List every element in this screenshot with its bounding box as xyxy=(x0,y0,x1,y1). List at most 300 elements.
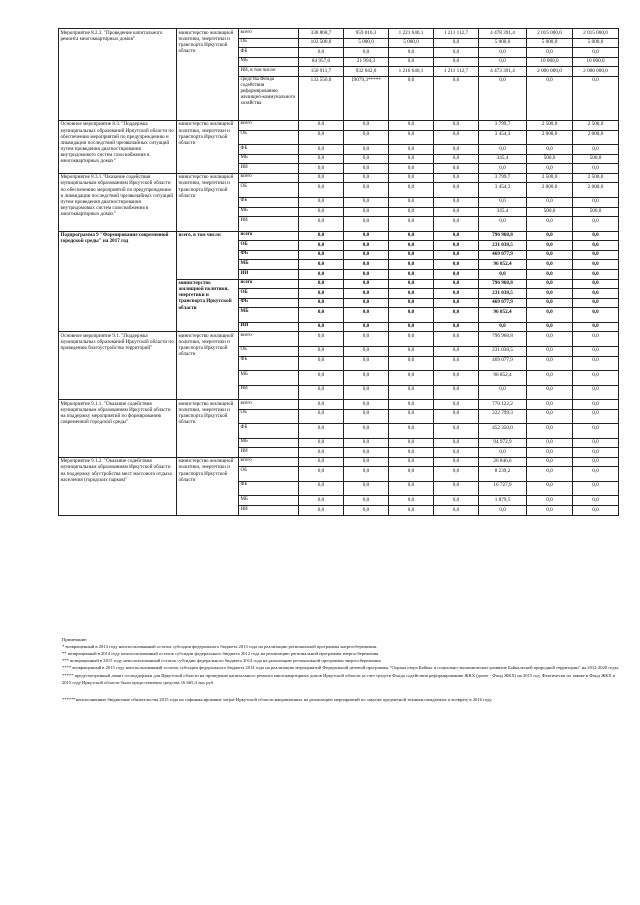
amount-cell: 0,0 xyxy=(389,385,434,400)
amount-cell: 0,0 xyxy=(434,260,479,270)
amount-cell: 0,0 xyxy=(434,409,479,424)
amount-cell: 0,0 xyxy=(299,241,344,251)
amount-cell: 0,0 xyxy=(527,289,573,299)
amount-cell: 0,0 xyxy=(573,371,619,386)
amount-cell: 0,0 xyxy=(573,467,619,482)
table-row xyxy=(59,231,619,241)
executor: министерство жилищной политики, энергетики и транспорта Иркутской области xyxy=(177,173,239,231)
amount-cell: 345,4 xyxy=(479,207,527,217)
executor: министерство жилищной политики, энергетики и транспорта Иркутской области xyxy=(177,29,239,121)
amount-cell: 0,0 xyxy=(527,332,573,347)
executor: всего, в том числе: xyxy=(177,231,239,279)
amount-cell: 0,0 xyxy=(389,506,434,516)
amount-cell: 0,0 xyxy=(344,298,389,308)
amount-cell: 0,0 xyxy=(299,231,344,241)
amount-cell: 500,0 xyxy=(527,154,573,164)
funding-source: всего xyxy=(239,400,299,410)
amount-cell: 0,0 xyxy=(434,400,479,410)
amount-cell: 0,0 xyxy=(344,481,389,496)
amount-cell: 0,0 xyxy=(299,48,344,58)
amount-cell: 0,0 xyxy=(573,308,619,323)
amount-cell: 3 454,3 xyxy=(479,130,527,145)
amount-cell: 0,0 xyxy=(434,241,479,251)
amount-cell: 0,0 xyxy=(573,385,619,400)
amount-cell: 0,0 xyxy=(344,506,389,516)
amount-cell: 0,0 xyxy=(389,438,434,448)
funding-source: ИИ xyxy=(239,217,299,232)
amount-cell: 0,0 xyxy=(527,438,573,448)
amount-cell: 0,0 xyxy=(299,298,344,308)
amount-cell: 0,0 xyxy=(434,231,479,241)
amount-cell: 0,0 xyxy=(527,409,573,424)
amount-cell: 0,0 xyxy=(527,260,573,270)
amount-cell: 500,0 xyxy=(573,154,619,164)
funding-source: ИИ, в том числе: xyxy=(239,67,299,77)
amount-cell: 133 556,0 xyxy=(299,76,344,120)
amount-cell: 0,0 xyxy=(434,448,479,458)
amount-cell: 0,0 xyxy=(389,400,434,410)
amount-cell: 0,0 xyxy=(389,371,434,386)
amount-cell: 0,0 xyxy=(573,409,619,424)
amount-cell: 500,0 xyxy=(527,207,573,217)
note-6: ******неисполненные бюджетные обязательства 2015 года на софинансирование затрат Иркутской области,направленных на реализацию мероприятий по закупке предметной техники,ожидаемых к возврату в 2016 году. xyxy=(62,696,493,702)
amount-cell: 0,0 xyxy=(389,173,434,183)
amount-cell: 0,0 xyxy=(299,145,344,155)
amount-cell: 0,0 xyxy=(344,145,389,155)
funding-source: ИИ xyxy=(239,506,299,516)
amount-cell: 0,0 xyxy=(344,217,389,232)
funding-source: всего xyxy=(239,279,299,289)
amount-cell: 0,0 xyxy=(573,448,619,458)
amount-cell: 0,0 xyxy=(389,154,434,164)
funding-source: МБ xyxy=(239,207,299,217)
amount-cell: 0,0 xyxy=(344,241,389,251)
measure-name: Мероприятие 8.2.3. "Проведение капитального ремонта многоквартирных домов" xyxy=(59,29,177,121)
amount-cell: 0,0 xyxy=(299,164,344,174)
amount-cell: 0,0 xyxy=(344,154,389,164)
note-5: ***** предусмотренный лимит господдержки для Иркутской области на проведение капитального ремонта многоквартирных домов Иркутской области за счет средств Фонда содействия реформированию ЖКХ (далее - Фонд ЖКХ) на 2015 год. Фактически по заявке в Фонд ЖКХ в 2015 году Иркутской области были предоставлены средства 16 665,4 тыс.руб. xyxy=(62,672,615,685)
amount-cell: 0,0 xyxy=(527,481,573,496)
amount-cell: 0,0 xyxy=(573,164,619,174)
amount-cell: 0,0 xyxy=(573,241,619,251)
funding-source: всего xyxy=(239,231,299,241)
amount-cell: 796 968,8 xyxy=(479,279,527,289)
amount-cell: 0,0 xyxy=(434,467,479,482)
amount-cell: 0,0 xyxy=(479,385,527,400)
amount-cell: 0,0 xyxy=(299,438,344,448)
amount-cell: 0,0 xyxy=(573,231,619,241)
amount-cell: 96 852,4 xyxy=(479,308,527,323)
funding-source: МБ xyxy=(239,154,299,164)
amount-cell: 0,0 xyxy=(299,346,344,356)
amount-cell: 0,0 xyxy=(527,424,573,439)
amount-cell: 0,0 xyxy=(527,76,573,120)
amount-cell: 0,0 xyxy=(573,250,619,260)
amount-cell: 0,0 xyxy=(434,48,479,58)
amount-cell: 0,0 xyxy=(527,270,573,280)
amount-cell: 0,0 xyxy=(434,197,479,207)
budget-sheet xyxy=(58,28,618,516)
measure-name: Мероприятие 9.1.1. "Оказание содействия муниципальным образованиям Иркутской области на поддержку мероприятий по формированию современной городской среды" xyxy=(59,400,177,458)
table-body xyxy=(59,29,619,516)
amount-cell: 0,0 xyxy=(344,279,389,289)
amount-cell: 0,0 xyxy=(479,48,527,58)
amount-cell: 0,0 xyxy=(573,48,619,58)
amount-cell: 5 000,0 xyxy=(527,38,573,48)
funding-source: ИИ xyxy=(239,448,299,458)
amount-cell: 2 500,0 xyxy=(527,120,573,130)
amount-cell: 0,0 xyxy=(479,57,527,67)
amount-cell: 0,0 xyxy=(527,48,573,58)
amount-cell: 0,0 xyxy=(527,356,573,371)
amount-cell: 0,0 xyxy=(344,289,389,299)
amount-cell: 0,0 xyxy=(389,145,434,155)
funding-source: всего xyxy=(239,29,299,39)
amount-cell: 0,0 xyxy=(434,164,479,174)
amount-cell: 0,0 xyxy=(434,332,479,347)
amount-cell: 0,0 xyxy=(573,481,619,496)
note-1: * возвращенный в 2014 году неиспользованный остаток субсидии федерального бюджета 2013 года на реализацию региональной программы энергосбережения. xyxy=(62,644,378,650)
amount-cell: 0,0 xyxy=(527,322,573,332)
amount-cell: 0,0 xyxy=(344,164,389,174)
amount-cell: 0,0 xyxy=(434,298,479,308)
amount-cell: 0,0 xyxy=(527,279,573,289)
funding-source: МБ xyxy=(239,260,299,270)
funding-source: МБ xyxy=(239,496,299,506)
amount-cell: 0,0 xyxy=(573,322,619,332)
amount-cell: 0,0 xyxy=(389,356,434,371)
amount-cell: 0,0 xyxy=(434,457,479,467)
amount-cell: 0,0 xyxy=(344,322,389,332)
amount-cell: 231 038,5 xyxy=(479,346,527,356)
amount-cell: 0,0 xyxy=(573,217,619,232)
table-row xyxy=(59,173,619,183)
amount-cell: 0,0 xyxy=(434,120,479,130)
amount-cell: 0,0 xyxy=(344,250,389,260)
funding-source: ОБ xyxy=(239,409,299,424)
funding-source: ФБ xyxy=(239,48,299,58)
amount-cell: 0,0 xyxy=(299,481,344,496)
amount-cell: 231 038,5 xyxy=(479,289,527,299)
amount-cell: 0,0 xyxy=(434,346,479,356)
amount-cell: 0,0 xyxy=(434,76,479,120)
amount-cell: 0,0 xyxy=(434,496,479,506)
amount-cell: 0,0 xyxy=(344,385,389,400)
amount-cell: 10 000,0 xyxy=(573,57,619,67)
amount-cell: 0,0 xyxy=(299,356,344,371)
amount-cell: 0,0 xyxy=(299,197,344,207)
amount-cell: 0,0 xyxy=(573,457,619,467)
amount-cell: 0,0 xyxy=(434,154,479,164)
measure-name: Основное мероприятие 8.3. "Поддержка муниципальных образований Иркутской области по обеспечению мероприятий по предупреждению и ликвидации последствий чрезвычайных ситуаций путем проведения диагностирования внутридомового систем газоснабжения в многоквартирных домах" xyxy=(59,120,177,173)
amount-cell: 0,0 xyxy=(434,217,479,232)
amount-cell: 0,0 xyxy=(389,260,434,270)
amount-cell: 0,0 xyxy=(299,322,344,332)
amount-cell: 0,0 xyxy=(299,332,344,347)
amount-cell: 0,0 xyxy=(479,270,527,280)
amount-cell: 0,0 xyxy=(344,120,389,130)
funding-source: всего xyxy=(239,457,299,467)
amount-cell: 0,0 xyxy=(573,76,619,120)
amount-cell: 0,0 xyxy=(344,183,389,198)
amount-cell: 0,0 xyxy=(527,164,573,174)
amount-cell: 0,0 xyxy=(389,57,434,67)
amount-cell: 0,0 xyxy=(434,438,479,448)
funding-source: всего xyxy=(239,332,299,347)
amount-cell: 0,0 xyxy=(527,308,573,323)
amount-cell: 0,0 xyxy=(299,154,344,164)
amount-cell: 338 868,7 xyxy=(299,29,344,39)
amount-cell: 0,0 xyxy=(299,457,344,467)
note-3: *** возвращенный в 2015 году неиспользованный остаток субсидии федерального бюджета 2014 года на реализацию региональной программы энергосбережения xyxy=(62,658,381,664)
amount-cell: 0,0 xyxy=(434,145,479,155)
measure-name: Мероприятие 9.1.2. "Оказание содействия муниципальным образованиям Иркутской области на поддержку обустройства мест массового отдыха населения (городских парков)" xyxy=(59,457,177,515)
funding-source: ОБ xyxy=(239,130,299,145)
amount-cell: 0,0 xyxy=(299,371,344,386)
amount-cell: 0,0 xyxy=(434,183,479,198)
amount-cell: 0,0 xyxy=(389,241,434,251)
table-row xyxy=(59,120,619,130)
amount-cell: 0,0 xyxy=(434,506,479,516)
amount-cell: 469 077,9 xyxy=(479,250,527,260)
amount-cell: 5 000,0 xyxy=(573,38,619,48)
amount-cell: 0,0 xyxy=(389,322,434,332)
funding-source: МБ xyxy=(239,57,299,67)
amount-cell: 1 221 640,1 xyxy=(389,29,434,39)
table-row xyxy=(59,400,619,410)
amount-cell: 231 038,5 xyxy=(479,241,527,251)
amount-cell: 0,0 xyxy=(527,241,573,251)
amount-cell: 2 000,0 xyxy=(573,130,619,145)
amount-cell: 0,0 xyxy=(527,385,573,400)
amount-cell: 0,0 xyxy=(434,38,479,48)
amount-cell: 0,0 xyxy=(389,231,434,241)
amount-cell: 0,0 xyxy=(344,409,389,424)
amount-cell: 0,0 xyxy=(573,197,619,207)
amount-cell: 1 211 112,7 xyxy=(434,29,479,39)
amount-cell: 0,0 xyxy=(527,145,573,155)
amount-cell: 0,0 xyxy=(573,270,619,280)
amount-cell: 0,0 xyxy=(527,506,573,516)
amount-cell: 0,0 xyxy=(389,298,434,308)
amount-cell: 0,0 xyxy=(527,448,573,458)
amount-cell: 0,0 xyxy=(573,400,619,410)
funding-source: ОБ xyxy=(239,38,299,48)
executor: министерство жилищной политики, энергетики и транспорта Иркутской области xyxy=(177,332,239,400)
amount-cell: 0,0 xyxy=(573,356,619,371)
funding-source: всего xyxy=(239,173,299,183)
executor: министерство жилищной политики, энергетики и транспорта Иркутской области xyxy=(177,400,239,458)
funding-source: ИИ xyxy=(239,270,299,280)
measure-name: Подпрограмма 9 "Формирование современной городской среды" на 2017 год xyxy=(59,231,177,332)
funding-source: средства Фонда содействия реформированию жилищно-коммунального хозяйства xyxy=(239,76,299,120)
amount-cell: 5 000,0 xyxy=(344,38,389,48)
amount-cell: 2 500,0 xyxy=(527,173,573,183)
amount-cell: 222 799,3 xyxy=(479,409,527,424)
amount-cell: 0,0 xyxy=(573,289,619,299)
amount-cell: 0,0 xyxy=(344,130,389,145)
amount-cell: 0,0 xyxy=(434,424,479,439)
amount-cell: 0,0 xyxy=(299,270,344,280)
amount-cell: 26 846,6 xyxy=(479,457,527,467)
amount-cell: 0,0 xyxy=(344,260,389,270)
amount-cell: 0,0 xyxy=(344,438,389,448)
amount-cell: 0,0 xyxy=(389,207,434,217)
amount-cell: 0,0 xyxy=(389,467,434,482)
amount-cell: 0,0 xyxy=(527,197,573,207)
amount-cell: 500,0 xyxy=(573,207,619,217)
table-row xyxy=(59,457,619,467)
amount-cell: 345,4 xyxy=(479,154,527,164)
amount-cell: 0,0 xyxy=(434,322,479,332)
amount-cell: 2 015 000,0 xyxy=(527,29,573,39)
amount-cell: 0,0 xyxy=(389,457,434,467)
amount-cell: 0,0 xyxy=(344,346,389,356)
amount-cell: 19079,3***** xyxy=(344,76,389,120)
amount-cell: 1 216 640,1 xyxy=(389,67,434,77)
amount-cell: 21 994,3 xyxy=(344,57,389,67)
amount-cell: 0,0 xyxy=(389,346,434,356)
amount-cell: 0,0 xyxy=(479,197,527,207)
amount-cell: 0,0 xyxy=(344,173,389,183)
amount-cell: 0,0 xyxy=(527,346,573,356)
note-4: **** возвращенный в 2015 году неиспользованный остаток субсидии федерального бюджета 2014 года на реализацию мероприятий Федеральной целевой программы "Охрана озера Байкал и социально-экономическое развитие Байкальской природной территории" на 2012-2020 годы. xyxy=(62,665,619,671)
notes-heading: Примечание: xyxy=(62,637,88,642)
amount-cell: 2 000 000,0 xyxy=(573,67,619,77)
amount-cell: 0,0 xyxy=(573,424,619,439)
amount-cell: 0,0 xyxy=(299,183,344,198)
amount-cell: 0,0 xyxy=(344,48,389,58)
amount-cell: 0,0 xyxy=(434,173,479,183)
amount-cell: 0,0 xyxy=(299,217,344,232)
amount-cell: 959 016,3 xyxy=(344,29,389,39)
funding-source: ОБ xyxy=(239,346,299,356)
table-row xyxy=(59,29,619,39)
amount-cell: 0,0 xyxy=(573,438,619,448)
amount-cell: 0,0 xyxy=(573,260,619,270)
amount-cell: 0,0 xyxy=(344,197,389,207)
amount-cell: 0,0 xyxy=(434,289,479,299)
amount-cell: 0,0 xyxy=(527,496,573,506)
amount-cell: 469 077,9 xyxy=(479,298,527,308)
amount-cell: 0,0 xyxy=(527,467,573,482)
amount-cell: 0,0 xyxy=(344,308,389,323)
amount-cell: 0,0 xyxy=(389,120,434,130)
amount-cell: 0,0 xyxy=(527,298,573,308)
amount-cell: 5 000,0 xyxy=(479,38,527,48)
funding-source: ОБ xyxy=(239,467,299,482)
amount-cell: 96 852,4 xyxy=(479,371,527,386)
amount-cell: 0,0 xyxy=(434,308,479,323)
notes xyxy=(62,636,622,703)
amount-cell: 0,0 xyxy=(573,279,619,289)
amount-cell: 0,0 xyxy=(344,207,389,217)
amount-cell: 0,0 xyxy=(389,279,434,289)
funding-source: МБ xyxy=(239,371,299,386)
amount-cell: 0,0 xyxy=(434,371,479,386)
amount-cell: 0,0 xyxy=(389,130,434,145)
amount-cell: 0,0 xyxy=(344,356,389,371)
amount-cell: 0,0 xyxy=(434,207,479,217)
funding-source: ФБ xyxy=(239,250,299,260)
amount-cell: 0,0 xyxy=(389,183,434,198)
funding-source: ОБ xyxy=(239,183,299,198)
amount-cell: 150 911,7 xyxy=(299,67,344,77)
amount-cell: 0,0 xyxy=(527,231,573,241)
measure-name: Мероприятие 8.3.1."Оказание содействия муниципальным образованиям Иркутской области по обеспечению мероприятий по предупреждению и ликвидации последствий чрезвычайных ситуаций путем проведения диагностирования внутридомовых систем газоснабжения в многоквартирных домах" xyxy=(59,173,177,231)
amount-cell: 94 972,9 xyxy=(479,438,527,448)
amount-cell: 0,0 xyxy=(299,120,344,130)
amount-cell: 0,0 xyxy=(344,467,389,482)
amount-cell: 469 077,9 xyxy=(479,356,527,371)
amount-cell: 0,0 xyxy=(299,207,344,217)
funding-source: всего xyxy=(239,120,299,130)
amount-cell: 0,0 xyxy=(527,400,573,410)
amount-cell: 0,0 xyxy=(389,164,434,174)
amount-cell: 0,0 xyxy=(573,346,619,356)
amount-cell: 0,0 xyxy=(344,496,389,506)
amount-cell: 0,0 xyxy=(299,467,344,482)
amount-cell: 0,0 xyxy=(389,270,434,280)
measure-name: Основное мероприятие 9.1. "Поддержка муниципальных образований Иркутской области по проведению благоустройства территорий" xyxy=(59,332,177,400)
amount-cell: 0,0 xyxy=(299,289,344,299)
funding-source: ФБ xyxy=(239,356,299,371)
amount-cell: 0,0 xyxy=(389,332,434,347)
amount-cell: 0,0 xyxy=(389,448,434,458)
amount-cell: 0,0 xyxy=(299,424,344,439)
amount-cell: 0,0 xyxy=(389,197,434,207)
funding-source: ИИ xyxy=(239,322,299,332)
amount-cell: 0,0 xyxy=(299,279,344,289)
amount-cell: 0,0 xyxy=(299,496,344,506)
amount-cell: 0,0 xyxy=(299,409,344,424)
amount-cell: 0,0 xyxy=(573,332,619,347)
amount-cell: 0,0 xyxy=(479,217,527,232)
amount-cell: 0,0 xyxy=(389,217,434,232)
amount-cell: 796 968,8 xyxy=(479,231,527,241)
amount-cell: 0,0 xyxy=(299,400,344,410)
amount-cell: 0,0 xyxy=(344,448,389,458)
funding-source: ОБ xyxy=(239,289,299,299)
executor: министерство жилищной политики, энергетики и транспорта Иркутской области xyxy=(177,120,239,173)
funding-source: ОБ xyxy=(239,241,299,251)
amount-cell: 0,0 xyxy=(299,385,344,400)
amount-cell: 796 968,8 xyxy=(479,332,527,347)
amount-cell: 3 454,3 xyxy=(479,183,527,198)
amount-cell: 1 879,5 xyxy=(479,496,527,506)
amount-cell: 0,0 xyxy=(389,496,434,506)
amount-cell: 0,0 xyxy=(389,76,434,120)
amount-cell: 2 000,0 xyxy=(573,183,619,198)
amount-cell: 96 852,4 xyxy=(479,260,527,270)
amount-cell: 0,0 xyxy=(479,145,527,155)
amount-cell: 0,0 xyxy=(299,308,344,323)
amount-cell: 0,0 xyxy=(389,289,434,299)
funding-source: МБ xyxy=(239,438,299,448)
amount-cell: 0,0 xyxy=(479,164,527,174)
amount-cell: 0,0 xyxy=(434,130,479,145)
funding-source: ИИ xyxy=(239,164,299,174)
amount-cell: 0,0 xyxy=(479,506,527,516)
amount-cell: 0,0 xyxy=(573,145,619,155)
amount-cell: 452 350,0 xyxy=(479,424,527,439)
amount-cell: 0,0 xyxy=(434,57,479,67)
executor: министерство жилищной политики, энергетики и транспорта Иркутской области xyxy=(177,457,239,515)
amount-cell: 0,0 xyxy=(389,481,434,496)
funding-source: МБ xyxy=(239,308,299,323)
amount-cell: 0,0 xyxy=(527,457,573,467)
amount-cell: 8 239,2 xyxy=(479,467,527,482)
